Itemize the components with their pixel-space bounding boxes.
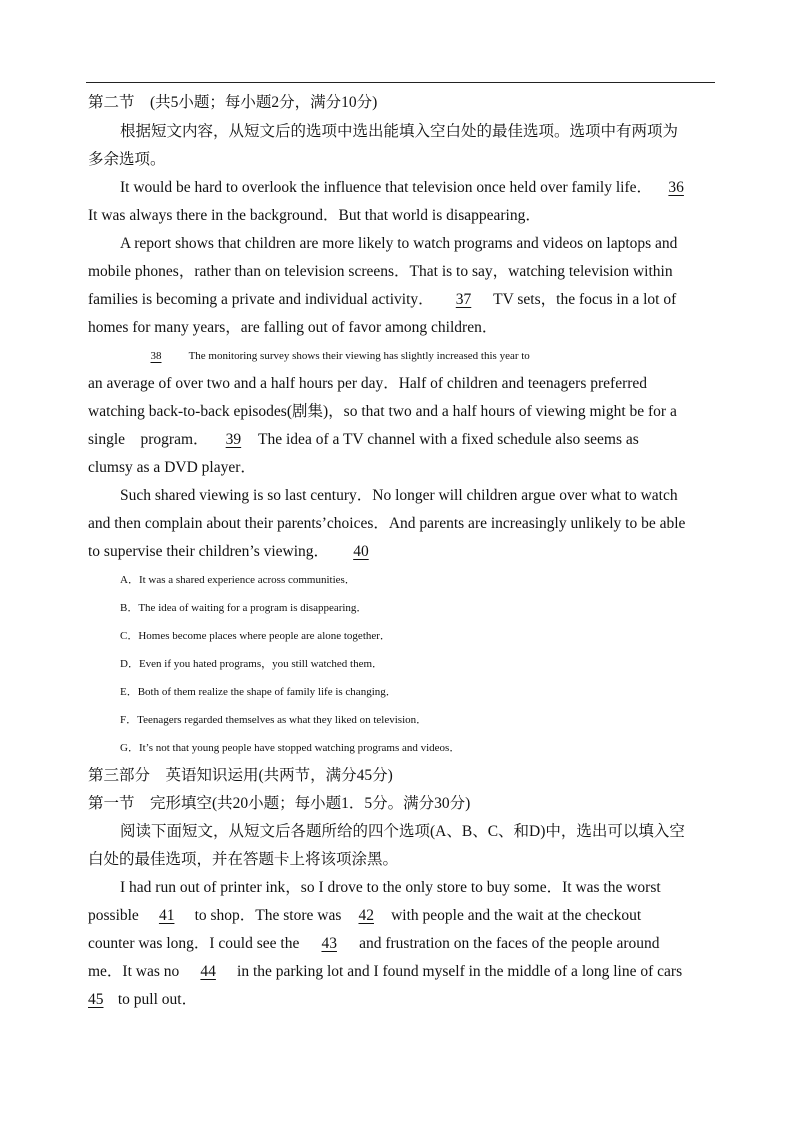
passage2-line (88, 934, 716, 954)
passage2-text: with people and the wait at the checkout (391, 907, 642, 924)
passage2-text: me．It was no (88, 963, 180, 980)
passage1-text: single program． (88, 431, 209, 448)
option-a: A．It was a shared experience across communities． (120, 574, 356, 586)
passage1-text: The monitoring survey shows their viewing has slightly increased this year to (188, 350, 530, 362)
passage1-line: an average of over two and a half hours per day．Half of children and teenagers preferred (88, 375, 648, 392)
passage2-text: and frustration on the faces of the people around (359, 935, 660, 952)
passage2-line (88, 990, 716, 1010)
passage1-line: It was always there in the background．But that world is disappearing． (88, 207, 541, 224)
blank-43: 43 (321, 935, 337, 952)
header-rule (86, 82, 715, 83)
blank-38: 38 (150, 350, 162, 362)
passage2-line (88, 906, 716, 926)
passage1-line: homes for many years，are falling out of favor among children． (88, 319, 498, 336)
blank-45: 45 (88, 991, 104, 1008)
blank-44: 44 (200, 963, 216, 980)
passage1-line: clumsy as a DVD player． (88, 459, 256, 476)
passage2-line: I had run out of printer ink，so I drove to the only store to buy some．It was the worst (120, 879, 661, 896)
passage1-text: to supervise their children’s viewing． (88, 543, 330, 560)
option-d: D．Even if you hated programs，you still watched them． (120, 658, 384, 670)
passage1-text: TV sets，the focus in a lot of (493, 291, 677, 308)
section2-instruction-line2: 多余选项。 (88, 151, 166, 168)
option-g: G．It’s not that young people have stopped watching programs and videos． (120, 742, 461, 754)
option-b: B．The idea of waiting for a program is disappearing． (120, 602, 368, 614)
blank-41: 41 (158, 907, 175, 924)
passage1-line (88, 542, 716, 562)
passage2-line (88, 962, 716, 982)
passage1-text: families is becoming a private and individual activity． (88, 291, 434, 308)
passage1-line: watching back-to-back episodes(剧集)，so that two and a half hours of viewing might be for a (88, 403, 677, 420)
passage2-text: counter was long．I could see the (88, 935, 300, 952)
passage1-line: and then complain about their parents’choices．And parents are increasingly unlikely to be able (88, 515, 686, 532)
part3-instruction-line2: 白处的最佳选项，并在答题卡上将该项涂黑。 (88, 851, 399, 868)
option-e: E．Both of them realize the shape of family life is changing． (120, 686, 397, 698)
passage1-line: Such shared viewing is so last century．No longer will children argue over what to watch (120, 487, 678, 504)
blank-40: 40 (353, 543, 369, 560)
passage1-line (88, 290, 716, 310)
passage1-line: mobile phones，rather than on television screens．That is to say，watching television within (88, 263, 673, 280)
passage1-text: It would be hard to overlook the influence that television once held over family life． (120, 179, 653, 196)
passage2-text: possible (88, 907, 139, 924)
blank-42: 42 (358, 907, 374, 924)
blank-36: 36 (668, 179, 684, 196)
option-f: F．Teenagers regarded themselves as what they liked on television． (120, 714, 428, 726)
passage2-text: in the parking lot and I found myself in the middle of a long line of cars (237, 963, 683, 980)
passage1-line (88, 430, 716, 450)
passage2-text: to pull out． (117, 991, 198, 1008)
section2-instruction-line1: 根据短文内容，从短文后的选项中选出能填入空白处的最佳选项。选项中有两项为 (120, 123, 679, 140)
option-c: C．Homes become places where people are alone together． (120, 630, 391, 642)
passage1-line: A report shows that children are more likely to watch programs and videos on laptops and (120, 235, 678, 252)
passage1-line (126, 346, 754, 366)
passage1-line (120, 178, 716, 198)
passage1-text: The idea of a TV channel with a fixed schedule also seems as (258, 431, 639, 448)
part3-instruction-line1: 阅读下面短文，从短文后各题所给的四个选项(A、B、C、和D)中，选出可以填入空 (120, 823, 685, 840)
part3-header: 第三部分 英语知识运用(共两节，满分45分) (88, 767, 393, 784)
blank-39: 39 (225, 431, 242, 448)
part3-section1-header: 第一节 完形填空(共20小题；每小题1．5分。满分30分) (88, 795, 471, 812)
blank-37: 37 (455, 291, 472, 308)
section2-header: 第二节 (共5小题；每小题2分，满分10分) (88, 94, 378, 111)
passage2-text: to shop．The store was (194, 907, 342, 924)
